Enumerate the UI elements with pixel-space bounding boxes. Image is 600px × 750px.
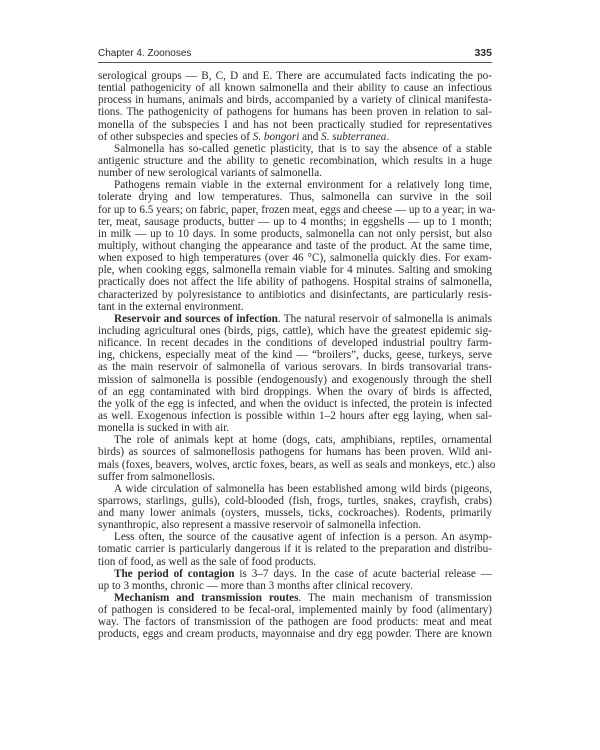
run-in-heading: The period of contagion [114, 567, 235, 580]
text-run: . The natural reservoir of salmonella is animals [277, 312, 492, 325]
text-line: way. The factors of transmission of the pathogen are food products: meat and meat [98, 616, 492, 629]
text-run: . [386, 130, 390, 143]
paragraph [98, 143, 492, 179]
run-in-heading: Mechanism and transmission routes [114, 592, 299, 605]
italic-term: S. subterranea [321, 130, 387, 143]
body-text [98, 70, 496, 641]
text-line: up to 3 months, chronic — more than 3 months after clinical recovery. [98, 579, 413, 592]
text-run: is 3–7 days. In the case of acute bacterial release — [234, 567, 492, 580]
text-line: antigenic structure and the ability to genetic recombination, which results in a huge [98, 154, 492, 167]
text-line: birds) as sources of salmonellosis pathogens for humans has been proven. Wild ani- [98, 446, 492, 459]
text-line: mals (foxes, beavers, wolves, arctic foxes, bears, as well as seals and monkeys, etc.) also [98, 458, 496, 471]
text-line: tolerate drying and low temperatures. Thus, salmonella can survive in the soil [98, 191, 492, 204]
text-line: process in humans, animals and birds, accompanied by a variety of clinical manifesta- [98, 94, 492, 107]
paragraph [98, 70, 492, 143]
paragraph [98, 179, 496, 313]
text-run: of other subspecies and species of [98, 130, 253, 143]
text-line: suffer from salmonellosis. [98, 470, 215, 483]
page-number: 335 [474, 47, 492, 59]
text-line: Pathogens remain viable in the external environment for a relatively long time, [114, 179, 492, 192]
text-line: tomatic carrier is particularly dangerous if it is related to the preparation and distribu- [98, 543, 492, 556]
text-line: ple, when cooking eggs, salmonella remain viable for 4 minutes. Salting and smoking [98, 264, 492, 277]
text-line: multiply, without changing the appearance and taste of the product. At the same time, [98, 239, 492, 252]
text-line: for up to 6.5 years; on fabric, paper, frozen meat, eggs and cheese — up to a year; in wa- [98, 203, 496, 216]
text-run: . The main mechanism of transmission [298, 592, 493, 605]
text-line: tant in the external environment. [98, 300, 244, 313]
text-line [98, 313, 492, 325]
paragraph [98, 568, 492, 592]
text-run: and [299, 130, 322, 143]
text-line: The role of animals kept at home (dogs, cats, amphibians, reptiles, ornamental [114, 434, 492, 447]
text-line [98, 131, 492, 143]
text-line: practically does not affect the life ability of pathogens. Hospital strains of salmonella, [98, 276, 492, 289]
text-line: in milk — up to 10 days. In some products, salmonella can not only persist, but also [98, 227, 492, 240]
text-line: as well. Exogenous infection is possible within 1–2 hours after egg laying, when sal- [98, 409, 492, 422]
text-line: the yolk of the egg is infected, and when the oviduct is infected, the protein is infected [98, 397, 492, 410]
italic-term: S. bongori [252, 130, 300, 143]
text-line: tions. The pathogenicity of pathogens for humans has been proven in relation to sal- [98, 106, 492, 119]
text-line: products, eggs and cream products, mayonnaise and dry egg powder. There are known [98, 628, 492, 641]
paragraph [98, 483, 492, 532]
text-line: Salmonella has so-called genetic plasticity, that is to say the absence of a stable [114, 142, 492, 155]
running-header [98, 45, 492, 63]
text-line: when exposed to high temperatures (over 46 °C), salmonella quickly dies. For exam- [98, 252, 492, 265]
text-line: serological groups — B, C, D and E. There are accumulated facts indicating the po- [98, 70, 492, 82]
run-in-heading: Reservoir and sources of infection [114, 312, 278, 325]
text-line: of an egg contaminated with bird droppings. When the ovary of birds is affected, [98, 385, 492, 398]
text-line: monella of the subspecies I and has not been practically studied for representatives [98, 118, 492, 131]
text-line: tion of food, as well as the sale of food products. [98, 555, 317, 568]
text-line: Less often, the source of the causative agent of infection is a person. An asymp- [114, 531, 492, 544]
text-line: sparrows, starlings, gulls), cold-blooded (fish, frogs, turtles, snakes, crayfish, crabs) [98, 494, 492, 507]
text-line: number of new serological variants of salmonella. [98, 167, 322, 180]
text-line [98, 568, 492, 580]
text-line: including agricultural ones (birds, pigs, cattle), which have the greatest epidemic sig- [98, 324, 492, 337]
text-line: monella is sucked in with air. [98, 422, 230, 435]
text-line: tential pathogenicity of all known salmonella and their ability to cause an infectious [98, 82, 492, 95]
text-line: nificance. In recent decades in the conditions of developed industrial poultry farm- [98, 337, 492, 350]
text-line: mission of salmonella is possible (endogenously) and exogenously through the shell [98, 373, 492, 386]
text-line: A wide circulation of salmonella has been established among wild birds (pigeons, [114, 482, 492, 495]
text-line: as the main reservoir of salmonella of various serovars. In birds transovarial trans- [98, 361, 492, 374]
text-line: of pathogen is considered to be fecal-oral, implemented mainly by food (alimentary) [98, 604, 492, 617]
paragraph [98, 313, 492, 434]
paragraph [98, 434, 496, 483]
paragraph [98, 531, 492, 567]
paragraph [98, 592, 492, 641]
chapter-title: Chapter 4. Zoonoses [98, 48, 192, 59]
text-line: ing, chickens, especially meat of the kind — “broilers”, ducks, geese, turkeys, serve [98, 349, 492, 362]
text-line [98, 592, 492, 604]
text-line: synanthropic, also represent a massive reservoir of salmonella infection. [98, 519, 422, 532]
text-line: ter, meat, sausage products, butter — up to 4 months; in eggshells — up to 1 month; [98, 215, 492, 228]
text-line: characterized by polyresistance to antibiotics and disinfectants, are particularly resis- [98, 288, 492, 301]
text-line: and many lower animals (oysters, mussels, ticks, cockroaches). Rodents, primarily [98, 507, 492, 520]
